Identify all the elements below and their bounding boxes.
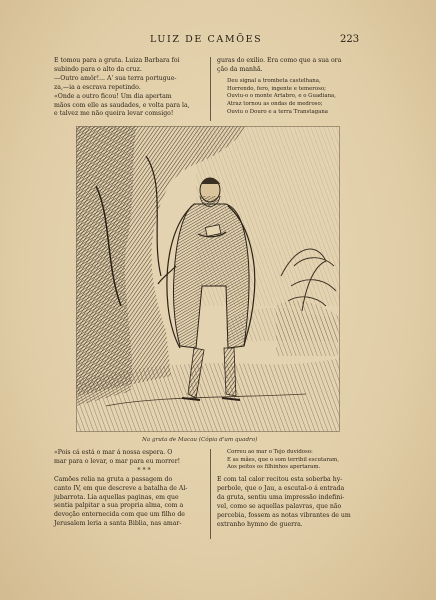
text-line: canto IV, em que descreve a batalha de Al- [54,484,188,492]
engraving-illustration [76,126,340,432]
text-line: da gruta, sentiu uma impressão indefini- [217,493,345,501]
text-line: Jerusalem leria a santa Biblia, nas amar- [54,520,182,528]
section-break-stars: * * * [137,466,151,474]
text-line: E tomou para a gruta. Luiza Barbara foi [54,57,180,64]
running-title: LUIZ DE CAMÕES [150,34,263,45]
bottom-right-column [217,449,367,530]
top-right-column [217,57,367,116]
text-line: devoção enternecida com que um filho de [54,511,185,519]
text-line: «Onde a outro ficou! Um dia apertam [54,92,172,100]
verse-line: E as mães, que o som terribil escutaram, [227,456,339,463]
text-line: mãos com elle as saudades, e volta para la, [54,101,190,109]
text-line: E com tal calor recitou esta soberba hy- [217,476,343,484]
column-divider [210,449,211,539]
verse-line: Ouviu-o o monte Artabro, e o Guadiana, [227,93,336,100]
text-line: sentia palpitar a sua propria alma, com a [54,502,184,510]
text-line: «Pois cá está o mar á nossa espera. O [54,449,173,456]
text-line: guras do exilio. Era como que a sua ora [217,57,342,64]
column-divider [210,57,211,121]
text-line: ção da manhã. [217,65,263,73]
verse-line: Aos peitos os filhinhos apertaram. [227,464,321,471]
text-line: za,—ia a escrava repetindo. [54,83,141,91]
text-line: e talvez me não queira levar comsigo! [54,110,174,118]
verse-line: Correu ao mar o Tejo duvidoso: [227,449,313,455]
illustration-caption: Na gruta de Macau (Cópia d'um quadro) [142,437,258,443]
bottom-left-column [54,449,204,529]
top-left-column [54,57,204,119]
text-line: extranho hymno de guerra. [217,520,303,528]
text-line: percebia, fossem as notas vibrantes de um [217,511,351,519]
text-line: vel, como se aquellas palavras, que não [217,502,342,510]
verse-line: Horrendo, fero, ingente e temeroso; [227,85,326,92]
text-line: jubarrota. Lia aquellas paginas, em que [54,493,179,501]
verse-line: Ouviu o Douro e a terra Transtagana [227,108,329,115]
verse-line: Deu signal a trombeta castelhana, [227,77,321,84]
text-line: mar para o levar, o mar para eu morrer! [54,457,181,465]
page-number: 223 [340,34,360,45]
grotto-engraving [76,126,340,432]
text-line: subindo para o alto da cruz. [54,65,142,73]
verse-line: Atraz tornou as ondas de medroso; [227,100,323,107]
text-line: perbole, que o Jau, a escutal-o á entrada [217,485,345,493]
text-line: Camões relia na gruta a passagem do [54,475,173,483]
text-line: —Outro amôr!... A' sua terra portugue- [54,74,177,82]
